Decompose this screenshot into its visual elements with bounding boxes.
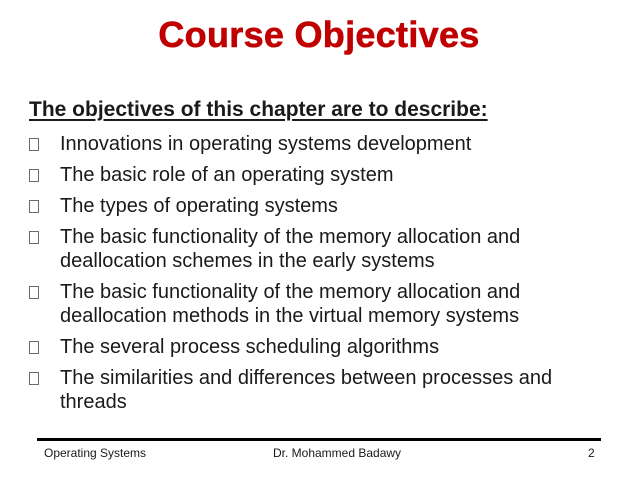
- list-item: [28, 280, 618, 328]
- footer-divider: [37, 438, 601, 441]
- bullet-text: The basic role of an operating system: [60, 164, 394, 186]
- list-item: [28, 163, 618, 187]
- footer-course: Operating Systems: [44, 446, 147, 460]
- square-bullet-icon: [29, 200, 39, 213]
- bullet-text: The types of operating systems: [60, 195, 338, 217]
- bullet-text: The basic functionality of the memory allocation and deallocation schemes in the early systems: [60, 226, 521, 272]
- objectives-list: [28, 132, 618, 421]
- list-item: [28, 366, 618, 414]
- list-item: [28, 194, 618, 218]
- intro-heading: The objectives of this chapter are to describe:: [29, 98, 488, 121]
- list-item: [28, 225, 618, 273]
- slide-title: Course Objectives: [158, 14, 480, 55]
- square-bullet-icon: [29, 169, 39, 182]
- list-item: [28, 132, 618, 156]
- bullet-text: Innovations in operating systems development: [60, 133, 472, 155]
- page-number: 2: [588, 446, 595, 460]
- footer-author: Dr. Mohammed Badawy: [273, 446, 402, 460]
- square-bullet-icon: [29, 138, 39, 151]
- bullet-text: The similarities and differences between processes and threads: [60, 367, 553, 413]
- bullet-text: The basic functionality of the memory allocation and deallocation methods in the virtual memory systems: [60, 281, 521, 327]
- square-bullet-icon: [29, 231, 39, 244]
- bullet-text: The several process scheduling algorithms: [60, 336, 440, 358]
- square-bullet-icon: [29, 341, 39, 354]
- square-bullet-icon: [29, 286, 39, 299]
- square-bullet-icon: [29, 372, 39, 385]
- list-item: [28, 335, 618, 359]
